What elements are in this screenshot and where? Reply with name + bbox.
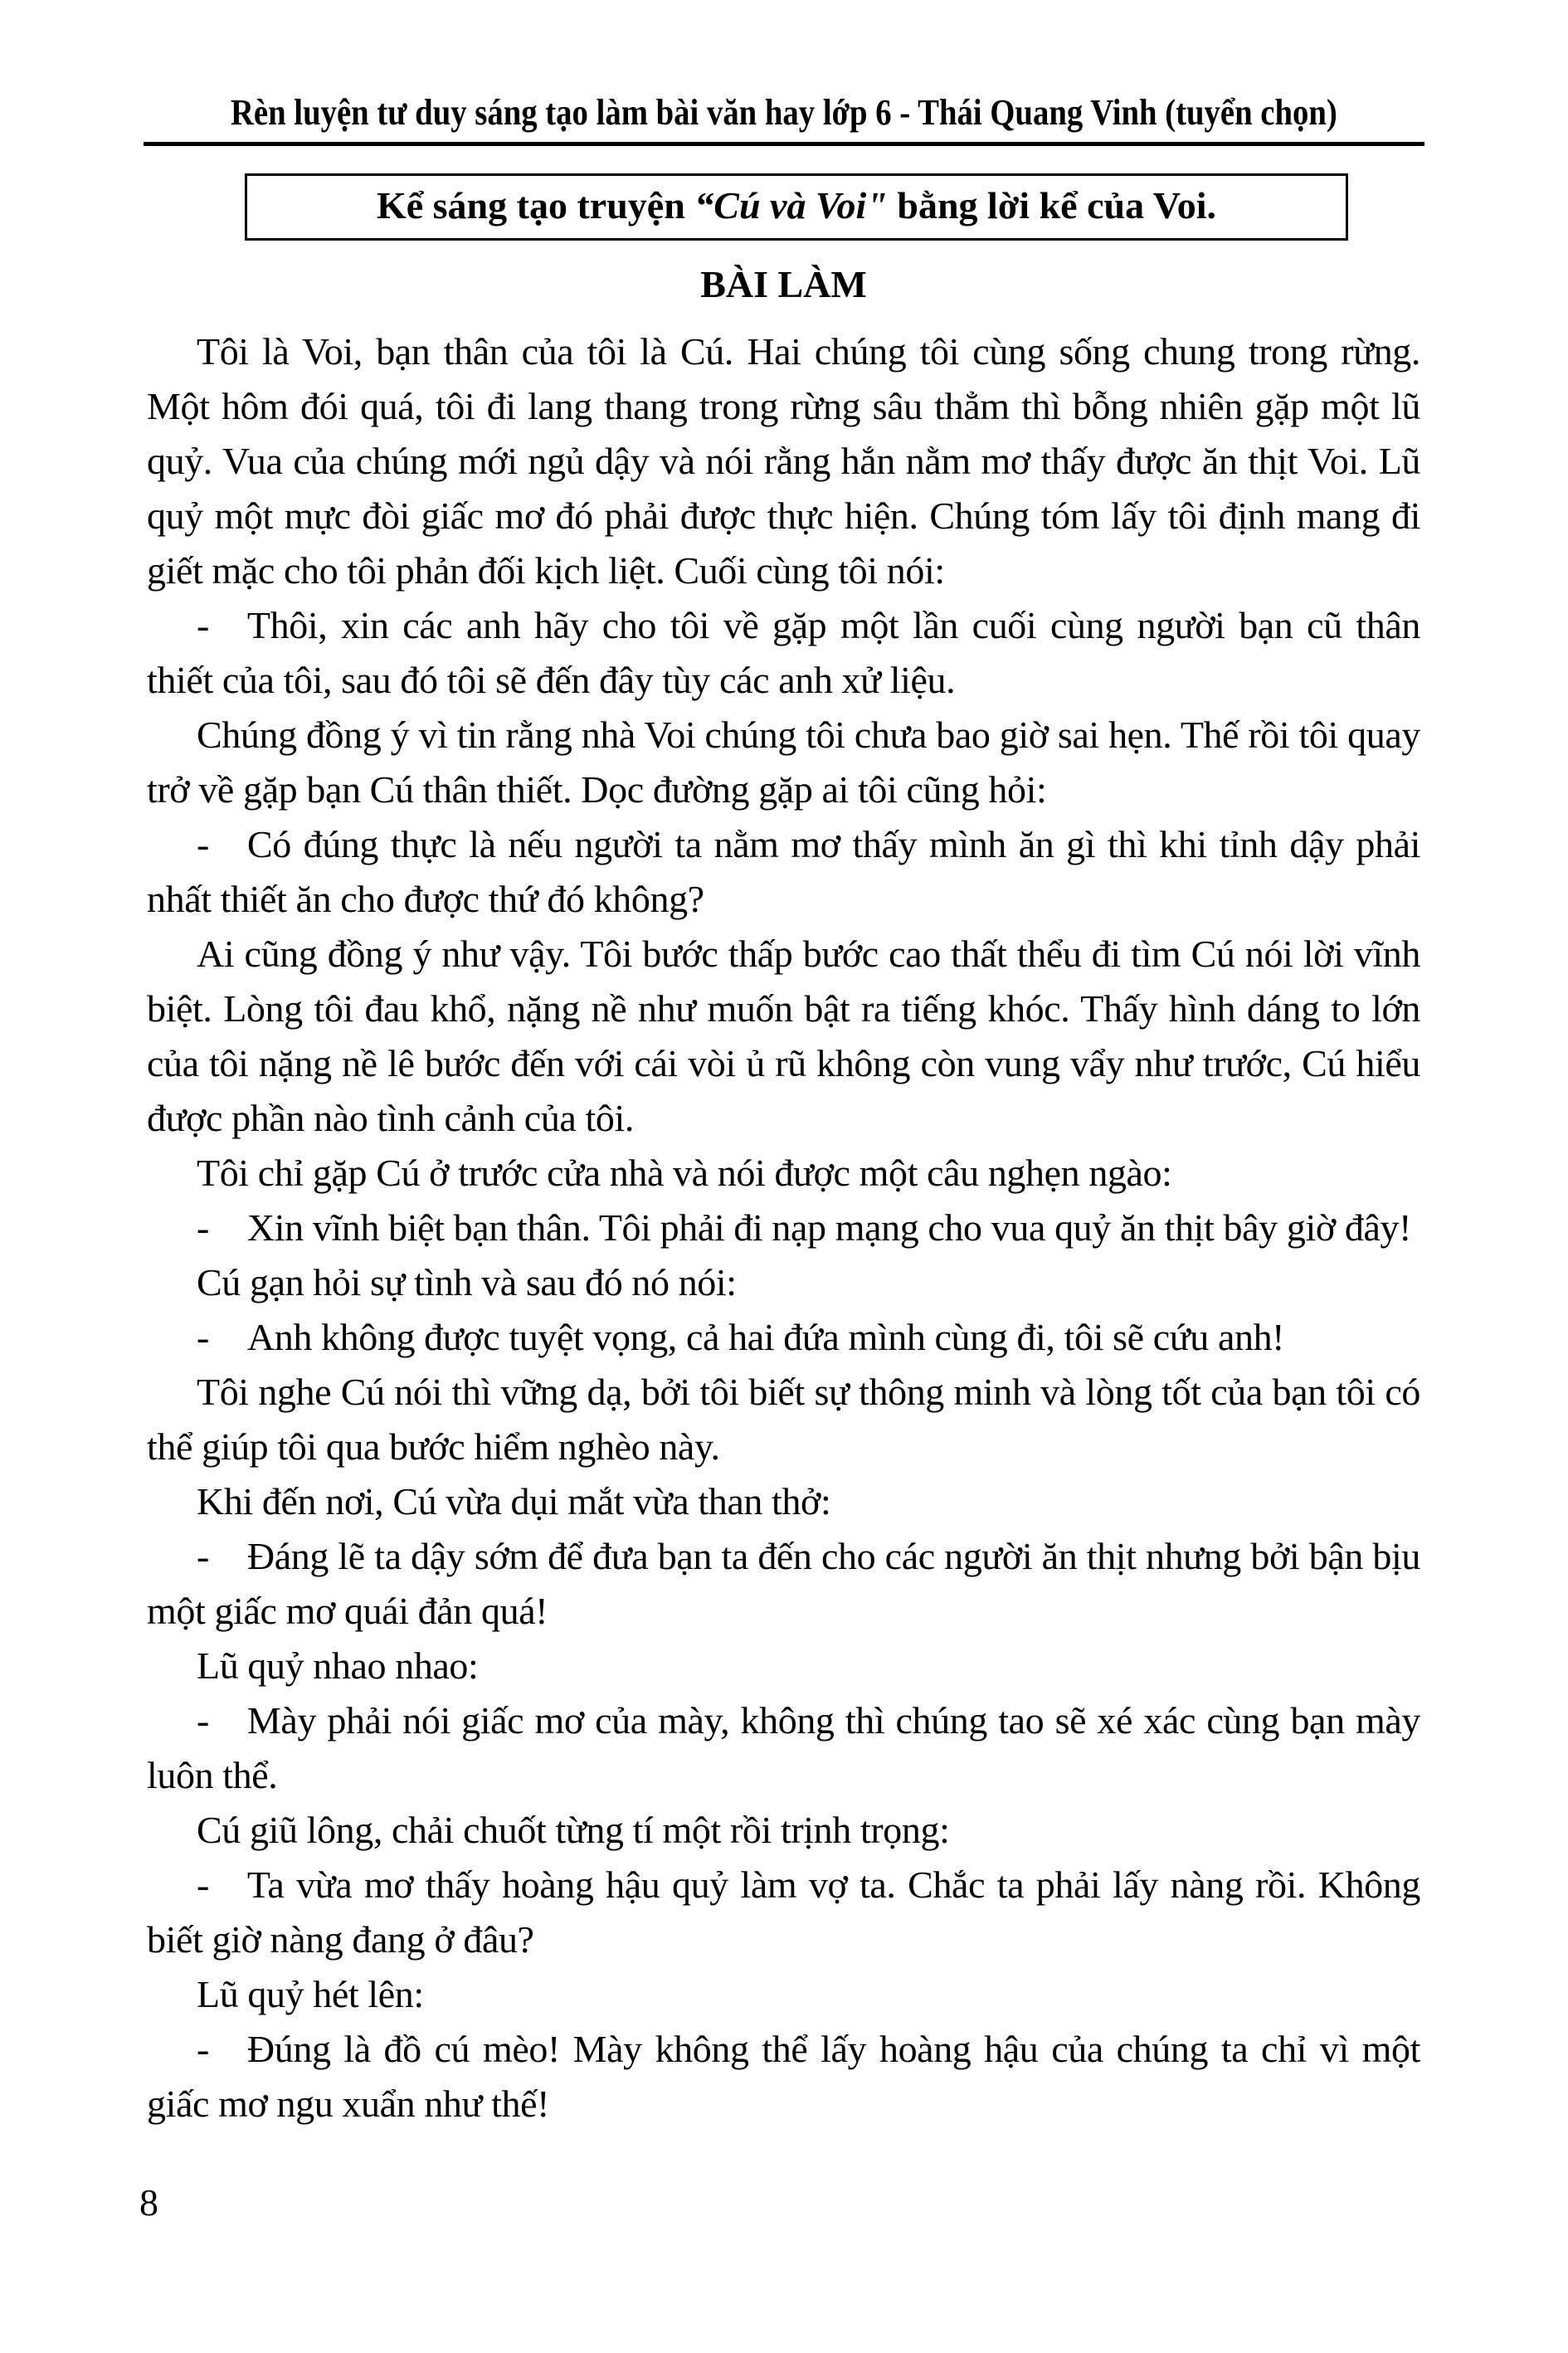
essay-title-box	[245, 173, 1348, 241]
essay-title-quoted: “Cú và Voi"	[694, 184, 888, 227]
paragraph-text: Chúng đồng ý vì tin rằng nhà Voi chúng tôi chưa bao giờ sai hẹn. Thế rồi tôi quay trở về gặp bạn Cú thân thiết. Dọc đường gặp ai tôi cũng hỏi:	[147, 714, 1420, 811]
dialogue-paragraph	[147, 817, 1420, 927]
dialogue-dash: -	[197, 1863, 209, 1907]
dialogue-paragraph	[147, 1858, 1420, 1967]
narrative-paragraph	[147, 1365, 1420, 1474]
paragraph-text: Khi đến nơi, Cú vừa dụi mắt vừa than thở:	[197, 1480, 831, 1523]
narrative-paragraph	[147, 708, 1420, 817]
paragraph-text: Mày phải nói giấc mơ của mày, không thì chúng tao sẽ xé xác cùng bạn mày luôn thể.	[147, 1699, 1420, 1797]
dialogue-paragraph	[147, 1693, 1420, 1803]
dialogue-dash: -	[197, 604, 209, 647]
essay-title-prefix: Kể sáng tạo truyện	[376, 184, 695, 227]
dialogue-paragraph	[147, 598, 1420, 708]
dialogue-dash: -	[197, 2028, 209, 2071]
paragraph-text: Ai cũng đồng ý như vậy. Tôi bước thấp bước cao thất thểu đi tìm Cú nói lời vĩnh biệt. Lòng tôi đau khổ, nặng nề như muốn bật ra tiếng khóc. Thấy hình dáng to lớn của tôi nặng nề lê bước đến với cái vòi ủ rũ không còn vung vẩy như trước, Cú hiểu được phần nào tình cảnh của tôi.	[147, 933, 1420, 1140]
dialogue-dash: -	[197, 1206, 209, 1250]
paragraph-text: Ta vừa mơ thấy hoàng hậu quỷ làm vợ ta. Chắc ta phải lấy nàng rồi. Không biết giờ nàng đang ở đâu?	[147, 1863, 1420, 1961]
paragraph-text: Anh không được tuyệt vọng, cả hai đứa mình cùng đi, tôi sẽ cứu anh!	[246, 1316, 1285, 1359]
dialogue-paragraph	[147, 1529, 1420, 1639]
narrative-paragraph	[147, 1146, 1420, 1201]
narrative-paragraph	[147, 927, 1420, 1146]
dialogue-paragraph	[147, 2022, 1420, 2131]
dialogue-paragraph	[147, 1201, 1420, 1255]
essay-body	[147, 324, 1420, 2131]
narrative-paragraph	[147, 1639, 1420, 1693]
paragraph-text: Cú giũ lông, chải chuốt từng tí một rồi trịnh trọng:	[197, 1809, 950, 1852]
running-header-text: Rèn luyện tư duy sáng tạo làm bài văn hay lớp 6 - Thái Quang Vinh (tuyển chọn)	[231, 92, 1337, 133]
narrative-paragraph	[147, 324, 1420, 598]
paragraph-text: Lũ quỷ hét lên:	[197, 1973, 424, 2016]
paragraph-text: Tôi nghe Cú nói thì vững dạ, bởi tôi biết sự thông minh và lòng tốt của bạn tôi có thể giúp tôi qua bước hiểm nghèo này.	[147, 1371, 1420, 1469]
paragraph-text: Tôi chỉ gặp Cú ở trước cửa nhà và nói được một câu nghẹn ngào:	[197, 1152, 1172, 1195]
section-heading: BÀI LÀM	[700, 263, 867, 306]
narrative-paragraph	[147, 1803, 1420, 1858]
dialogue-dash: -	[197, 1535, 209, 1578]
narrative-paragraph	[147, 1255, 1420, 1310]
paragraph-text: Xin vĩnh biệt bạn thân. Tôi phải đi nạp mạng cho vua quỷ ăn thịt bây giờ đây!	[246, 1206, 1411, 1250]
essay-title-suffix: bằng lời kể của Voi.	[887, 184, 1217, 227]
dialogue-dash: -	[197, 1316, 209, 1359]
narrative-paragraph	[147, 1474, 1420, 1529]
paragraph-text: Lũ quỷ nhao nhao:	[197, 1644, 479, 1688]
dialogue-paragraph	[147, 1310, 1420, 1365]
paragraph-text: Có đúng thực là nếu người ta nằm mơ thấy mình ăn gì thì khi tỉnh dậy phải nhất thiết ăn cho được thứ đó không?	[147, 823, 1420, 921]
page-number: 8	[139, 2181, 158, 2224]
paragraph-text: Cú gạn hỏi sự tình và sau đó nó nói:	[197, 1261, 737, 1304]
header-rule	[144, 142, 1424, 146]
dialogue-dash: -	[197, 823, 209, 866]
paragraph-text: Đúng là đồ cú mèo! Mày không thể lấy hoàng hậu của chúng ta chỉ vì một giấc mơ ngu xuẩn như thế!	[147, 2028, 1420, 2126]
dialogue-dash: -	[197, 1699, 209, 1742]
running-header	[0, 0, 1568, 134]
narrative-paragraph	[147, 1967, 1420, 2022]
paragraph-text: Thôi, xin các anh hãy cho tôi về gặp một lần cuối cùng người bạn cũ thân thiết của tôi, sau đó tôi sẽ đến đây tùy các anh xử liệu.	[147, 604, 1420, 702]
paragraph-text: Tôi là Voi, bạn thân của tôi là Cú. Hai chúng tôi cùng sống chung trong rừng. Một hôm đói quá, tôi đi lang thang trong rừng sâu thẳm thì bỗng nhiên gặp một lũ quỷ. Vua của chúng mới ngủ dậy và nói rằng hắn nằm mơ thấy được ăn thịt Voi. Lũ quỷ một mực đòi giấc mơ đó phải được thực hiện. Chúng tóm lấy tôi định mang đi giết mặc cho tôi phản đối kịch liệt. Cuối cùng tôi nói:	[147, 330, 1420, 592]
paragraph-text: Đáng lẽ ta dậy sớm để đưa bạn ta đến cho các người ăn thịt nhưng bởi bận bịu một giấc mơ quái đản quá!	[147, 1535, 1420, 1633]
